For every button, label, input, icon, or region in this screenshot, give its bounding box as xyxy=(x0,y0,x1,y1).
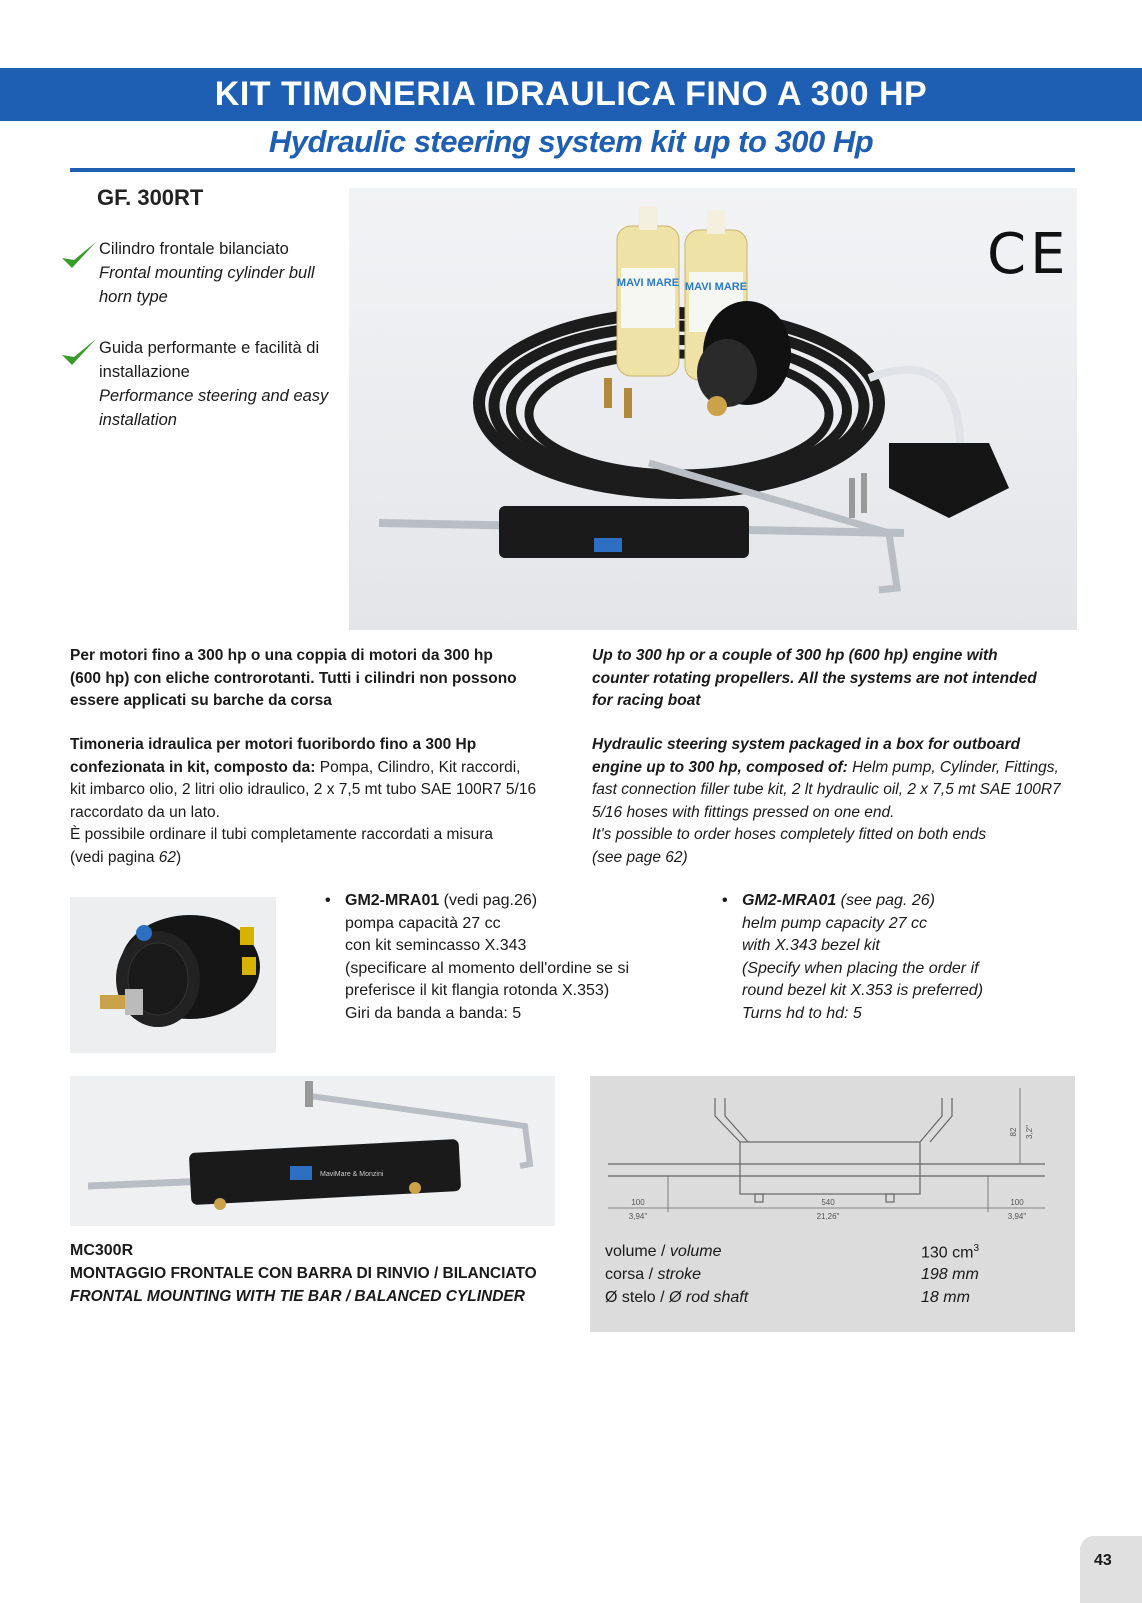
ce-mark: CE xyxy=(987,222,1070,287)
kit-en-line: Hydraulic steering system packaged in a box for outboard xyxy=(592,736,1021,753)
pump-en-line: Turns hd to hd: 5 xyxy=(742,1004,862,1022)
kit-en-text: Helm pump, Cylinder, Fittings, xyxy=(847,758,1059,776)
cylinder-photo xyxy=(70,1076,555,1226)
kit-it-bold: confezionata in kit, composto da: xyxy=(70,758,316,776)
title-divider xyxy=(70,168,1075,172)
dim-label: 3,94" xyxy=(1007,1212,1027,1221)
bullet-icon: • xyxy=(325,892,331,909)
feature-1-en-line1: Frontal mounting cylinder bull xyxy=(99,264,315,282)
spec-stroke-value: 198 mm xyxy=(921,1266,979,1283)
intro-en-line: counter rotating propellers. All the systems are not intended xyxy=(592,669,1037,687)
pump-it-line: (specificare al momento dell'ordine se si xyxy=(345,959,630,977)
spec-stroke-label xyxy=(605,1266,701,1284)
helm-pump-illustration xyxy=(70,897,276,1053)
pump-en-line: round bezel kit X.353 is preferred) xyxy=(742,982,984,999)
spec-rod-label xyxy=(605,1289,748,1307)
pump-spec-it xyxy=(325,890,630,1025)
kit-it-line: kit imbarco olio, 2 litri olio idraulico, 2 x 7,5 mt tubo SAE 100R7 5/16 xyxy=(70,781,537,798)
pump-code: GM2-MRA01 xyxy=(345,892,440,909)
kit-en-line: (see page 62) xyxy=(592,848,688,866)
intro-it-line: Per motori fino a 300 hp o una coppia di motori da 300 hp xyxy=(70,647,493,664)
bottle-label: MAVI MARE xyxy=(684,281,748,293)
intro-it-line: essere applicati su barche da corsa xyxy=(70,692,332,709)
feature-2-en-line1: Performance steering and easy xyxy=(99,387,329,405)
kit-en-line: It's possible to order hoses completely fitted on both ends xyxy=(592,826,987,843)
bullet-icon: • xyxy=(722,892,728,909)
dim-label: 100 xyxy=(1010,1198,1024,1207)
feature-1-it: Cilindro frontale bilanciato xyxy=(99,240,289,258)
feature-2 xyxy=(99,336,328,432)
spec-superscript: 3 xyxy=(973,1243,980,1254)
kit-en-bold: engine up to 300 hp, composed of: xyxy=(592,758,848,776)
intro-en xyxy=(592,645,1037,713)
pump-en-line: (Specify when placing the order if xyxy=(742,959,979,977)
page-banner-title: KIT TIMONERIA IDRAULICA FINO A 300 HP xyxy=(0,68,1142,121)
dim-label: 82 xyxy=(1009,1127,1018,1137)
kit-illustration xyxy=(349,188,1077,630)
kit-product-photo xyxy=(349,188,1077,630)
spec-volume-value xyxy=(921,1243,979,1262)
pump-ref: (vedi pag.26) xyxy=(439,892,538,909)
cylinder-code: MC300R xyxy=(70,1242,134,1259)
cylinder-plate-label: MaviMare & Monzini xyxy=(320,1171,384,1178)
product-code: GF. 300RT xyxy=(97,185,204,210)
page-number-tab xyxy=(1080,1536,1142,1603)
pump-en-line: with X.343 bezel kit xyxy=(742,937,880,954)
pump-it-line: Giri da banda a banda: 5 xyxy=(345,1004,522,1022)
bottle-label: MAVI MARE xyxy=(616,277,680,289)
intro-en-line: Up to 300 hp or a couple of 300 hp (600 hp) engine with xyxy=(592,647,998,664)
kit-description-en xyxy=(592,734,1061,869)
spec-label-en: Ø rod shaft xyxy=(669,1289,749,1306)
intro-it xyxy=(70,645,517,713)
spec-label-it: Ø stelo / xyxy=(605,1289,670,1306)
spec-label-it: volume / xyxy=(605,1243,670,1260)
kit-description-it xyxy=(70,734,536,869)
helm-pump-photo xyxy=(70,897,276,1053)
spec-label-it: corsa / xyxy=(605,1266,658,1283)
spec-volume-label xyxy=(605,1243,722,1261)
checkmark-icon xyxy=(60,337,98,369)
page-number: 43 xyxy=(1094,1552,1112,1569)
pump-code: GM2-MRA01 xyxy=(742,892,837,909)
cylinder-description-en: FRONTAL MOUNTING WITH TIE BAR / BALANCED CYLINDER xyxy=(70,1288,525,1305)
spec-label-en: volume xyxy=(669,1243,722,1260)
cylinder-illustration xyxy=(70,1076,555,1226)
kit-it-line: raccordato da un lato. xyxy=(70,803,220,821)
dim-label: 21,26" xyxy=(816,1212,840,1221)
page-reference: 62 xyxy=(158,848,177,866)
kit-it-line: Timoneria idraulica per motori fuoribordo fino a 300 Hp xyxy=(70,736,477,753)
kit-it-text: Pompa, Cilindro, Kit raccordi, xyxy=(315,758,521,776)
feature-1-en-line2: horn type xyxy=(99,288,168,306)
spec-label-en: stroke xyxy=(657,1266,702,1283)
kit-en-line: fast connection filler tube kit, 2 lt hydraulic oil, 2 x 7,5 mt SAE 100R7 xyxy=(592,781,1061,798)
kit-it-text: ) xyxy=(176,848,182,866)
kit-it-text: (vedi pagina xyxy=(70,848,159,866)
cylinder-description-it: MONTAGGIO FRONTALE CON BARRA DI RINVIO / BILANCIATO xyxy=(70,1265,537,1282)
pump-it-line: con kit semincasso X.343 xyxy=(345,937,527,954)
pump-ref: (see pag. 26) xyxy=(836,892,935,909)
intro-it-line: (600 hp) con eliche controrotanti. Tutti i cilindri non possono xyxy=(70,669,517,687)
page-subtitle: Hydraulic steering system kit up to 300 Hp xyxy=(268,124,874,159)
feature-2-en-line2: installation xyxy=(99,411,177,429)
pump-en-line: helm pump capacity 27 cc xyxy=(742,914,927,932)
intro-en-line: for racing boat xyxy=(592,692,701,709)
dim-label: 540 xyxy=(821,1198,835,1207)
checkmark-icon xyxy=(60,240,98,272)
feature-1 xyxy=(99,237,315,309)
pump-spec-en xyxy=(722,890,984,1025)
kit-it-line: È possibile ordinare il tubi completamente raccordati a misura xyxy=(70,826,494,843)
dim-label: 3,2" xyxy=(1025,1125,1034,1139)
cylinder-dimension-drawing xyxy=(590,1076,1075,1226)
technical-drawing xyxy=(590,1076,1075,1226)
pump-it-line: pompa capacità 27 cc xyxy=(345,914,501,932)
feature-2-it-line1: Guida performante e facilità di xyxy=(99,339,320,357)
dim-label: 3,94" xyxy=(628,1212,648,1221)
spec-value: 130 cm xyxy=(921,1244,974,1262)
feature-2-it-line2: installazione xyxy=(99,363,190,381)
kit-en-line: 5/16 hoses with fittings pressed on one end. xyxy=(592,803,895,821)
spec-rod-value: 18 mm xyxy=(921,1289,970,1306)
pump-it-line: preferisce il kit flangia rotonda X.353) xyxy=(345,982,610,999)
dim-label: 100 xyxy=(631,1198,645,1207)
